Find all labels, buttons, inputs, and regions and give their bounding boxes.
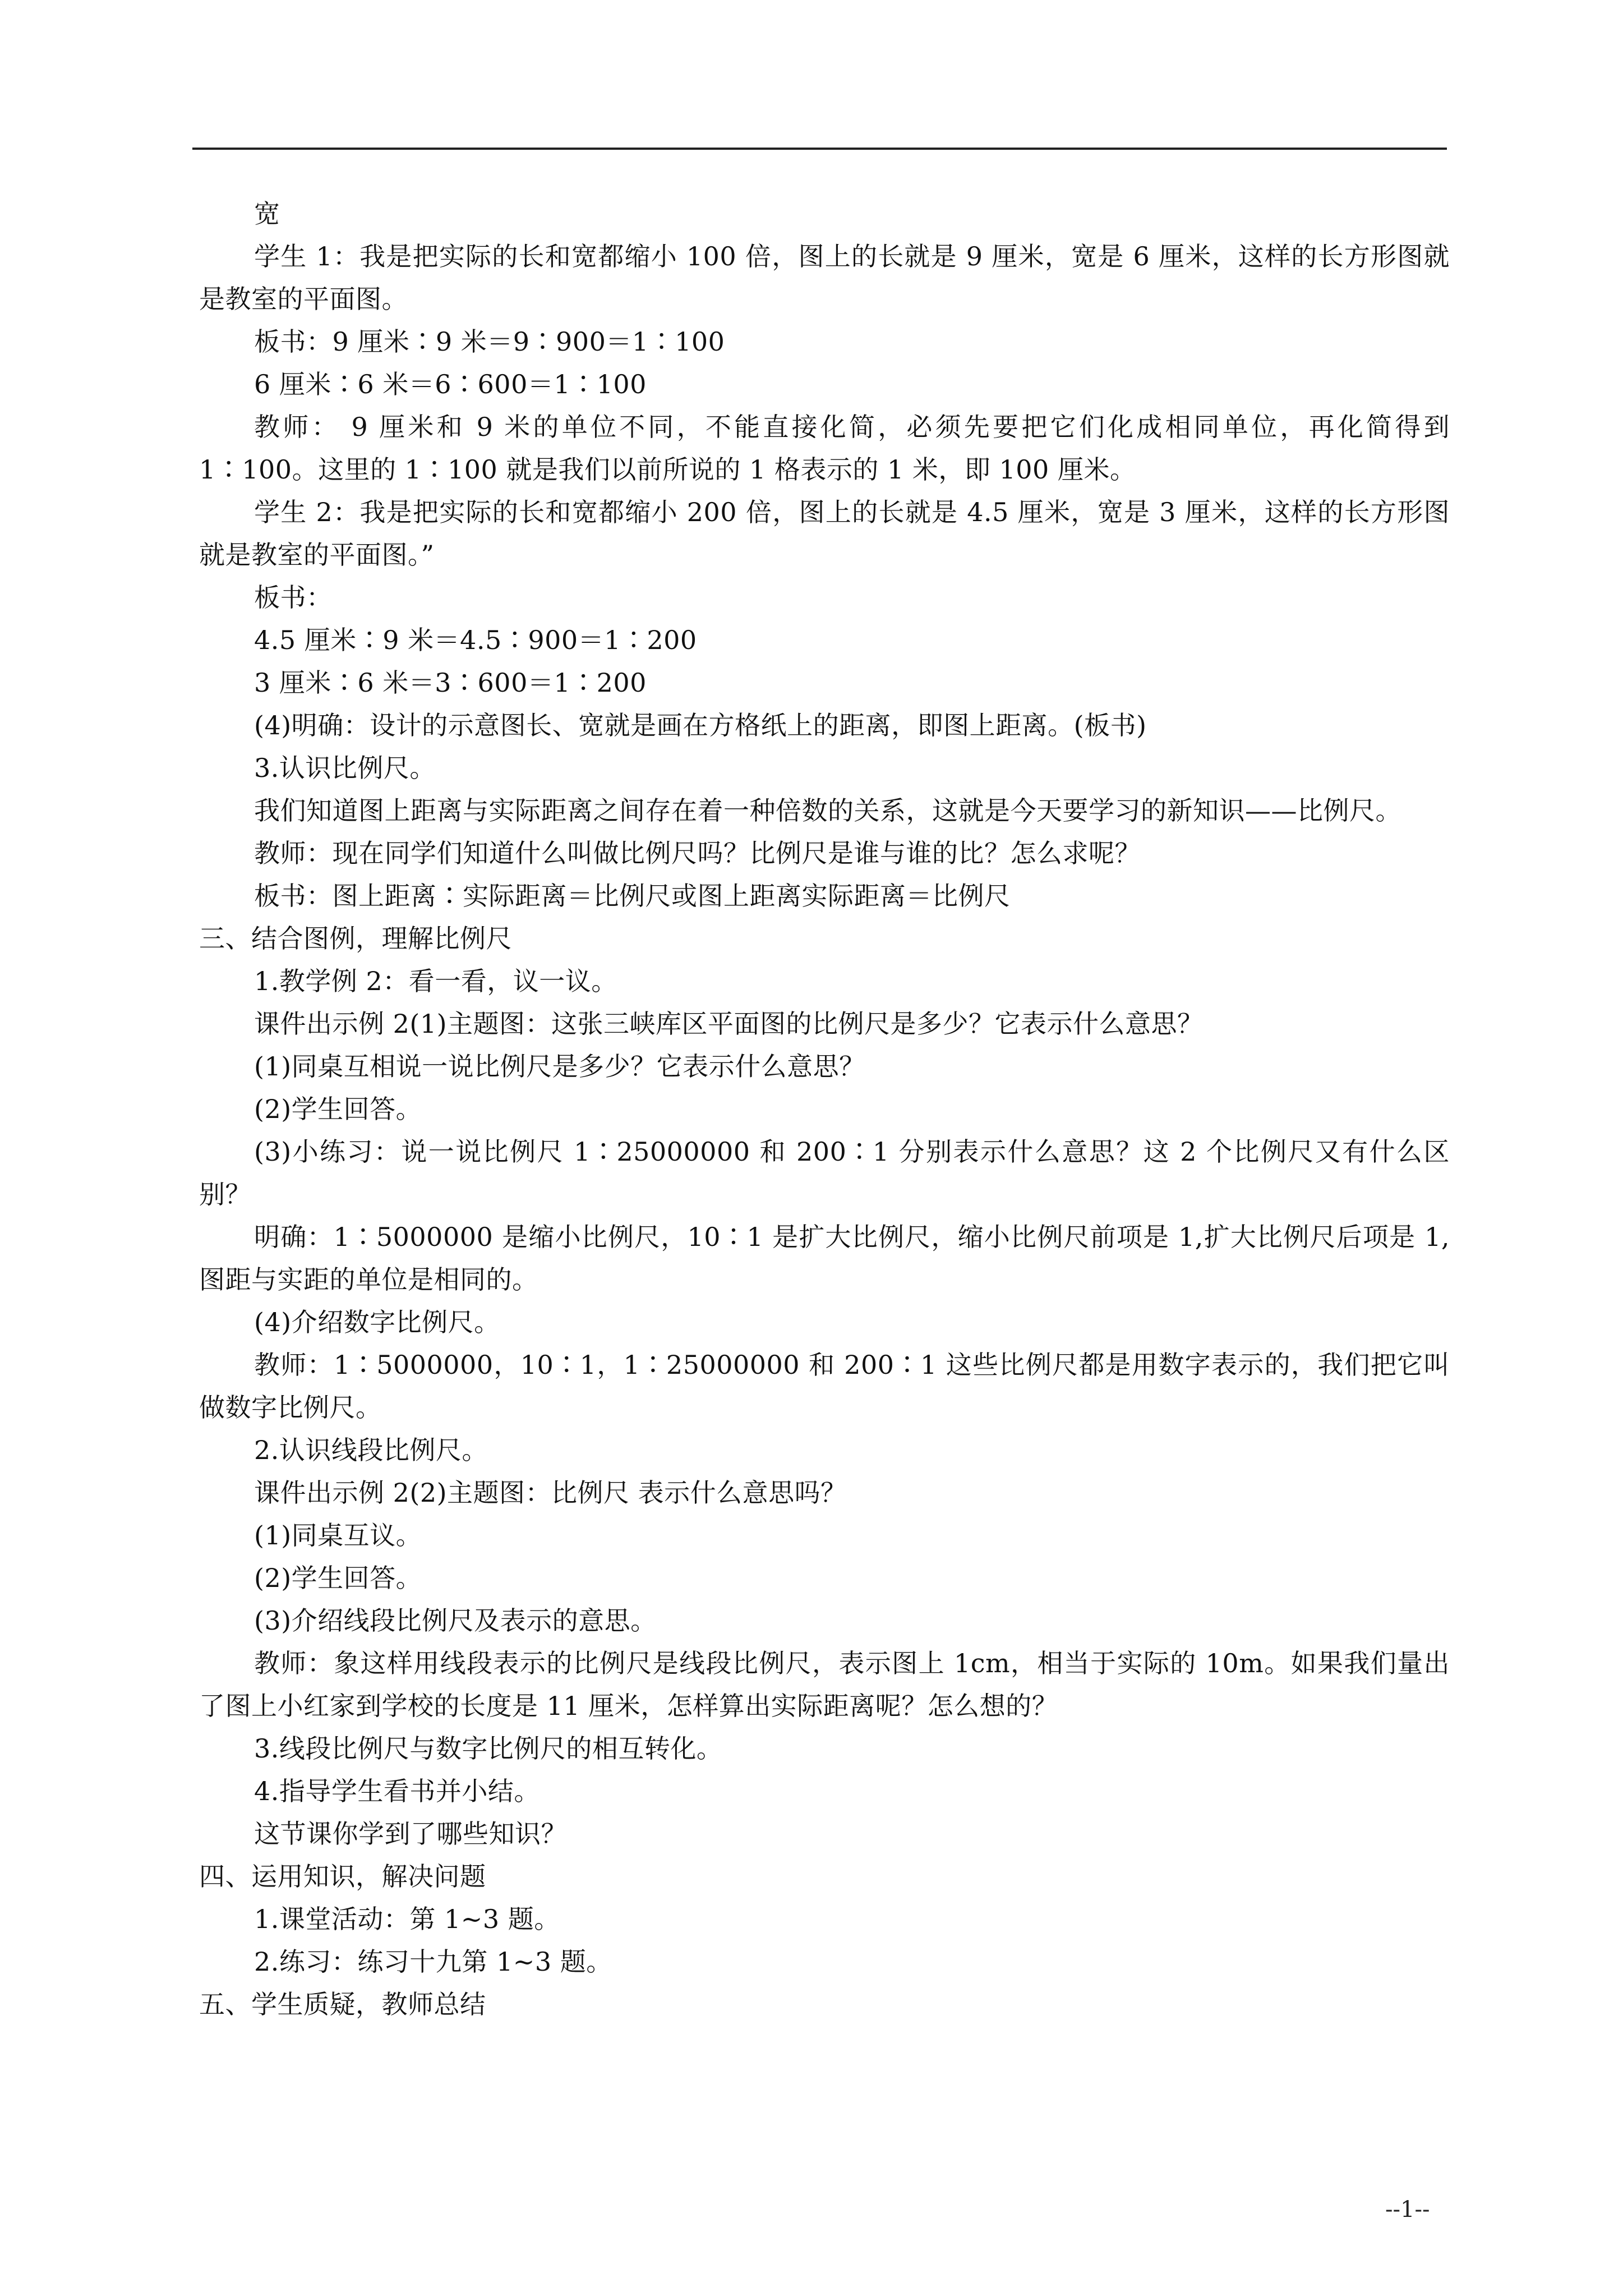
- paragraph-line: 板书：9 厘米∶9 米＝9∶900＝1∶100: [254, 326, 725, 357]
- paragraph-line: 2.认识线段比例尺。: [254, 1435, 488, 1465]
- paragraph-line: 3 厘米∶6 米＝3∶600＝1∶200: [254, 668, 647, 698]
- paragraph: 学生 2：我是把实际的长和宽都缩小 200 倍，图上的长就是 4.5 厘米，宽是 3 厘米，这样的长方形图就是教室的平面图。”: [199, 497, 1450, 570]
- header-rule: [192, 148, 1447, 150]
- paragraph: 学生 1：我是把实际的长和宽都缩小 100 倍，图上的长就是 9 厘米，宽是 6 厘米，这样的长方形图就是教室的平面图。: [199, 241, 1450, 314]
- paragraph-line: 板书：: [254, 582, 333, 613]
- paragraph-line: 课件出示例 2(2)主题图：比例尺 表示什么意思吗？: [254, 1478, 847, 1508]
- paragraph-line: 板书：图上距离∶实际距离＝比例尺或图上距离实际距离＝比例尺: [254, 881, 1011, 911]
- paragraph-line: (3)介绍线段比例尺及表示的意思。: [254, 1605, 657, 1636]
- paragraph-line: 课件出示例 2(1)主题图：这张三峡库区平面图的比例尺是多少？它表示什么意思？: [254, 1009, 1204, 1039]
- paragraph-line: 3.线段比例尺与数字比例尺的相互转化。: [254, 1733, 723, 1764]
- paragraph-line: 宽: [254, 199, 280, 229]
- section-heading: 三、结合图例，理解比例尺: [199, 923, 512, 954]
- paragraph-line: 3.认识比例尺。: [254, 753, 436, 783]
- paragraph-line: 1.课堂活动：第 1~3 题。: [254, 1904, 560, 1934]
- paragraph-line: (4)介绍数字比例尺。: [254, 1307, 500, 1337]
- paragraph-line: 教师：现在同学们知道什么叫做比例尺吗？比例尺是谁与谁的比？怎么求呢？: [254, 838, 1141, 868]
- paragraph: 教师：1∶5000000，10∶1，1∶25000000 和 200∶1 这些比例尺都是用数字表示的，我们把它叫做数字比例尺。: [199, 1350, 1450, 1423]
- paragraph-line: 4.5 厘米∶9 米＝4.5∶900＝1∶200: [254, 625, 697, 655]
- paragraph-line: (1)同桌互相说一说比例尺是多少？它表示什么意思？: [254, 1051, 865, 1082]
- paragraph-line: (2)学生回答。: [254, 1094, 422, 1124]
- paragraph-line: (2)学生回答。: [254, 1563, 422, 1593]
- paragraph-line: (1)同桌互议。: [254, 1520, 422, 1550]
- page-number: --1--: [1385, 2197, 1430, 2223]
- paragraph-line: 6 厘米∶6 米＝6∶600＝1∶100: [254, 369, 647, 399]
- document-body: [199, 192, 1450, 2026]
- paragraph-line: 4.指导学生看书并小结。: [254, 1776, 540, 1806]
- paragraph: 教师： 9 厘米和 9 米的单位不同，不能直接化简，必须先要把它们化成相同单位，再化简得到 1∶100。这里的 1∶100 就是我们以前所说的 1 格表示的 1 米，即 100 厘米。: [199, 412, 1450, 485]
- paragraph-line: 这节课你学到了哪些知识？: [254, 1819, 567, 1849]
- paragraph-line: 1.教学例 2：看一看，议一议。: [254, 966, 617, 996]
- section-heading: 四、运用知识，解决问题: [199, 1861, 486, 1892]
- section-heading: 五、学生质疑，教师总结: [199, 1989, 486, 2019]
- paragraph: (3)小练习：说一说比例尺 1∶25000000 和 200∶1 分别表示什么意思？这 2 个比例尺又有什么区别？: [199, 1137, 1450, 1209]
- paragraph: 明确：1∶5000000 是缩小比例尺，10∶1 是扩大比例尺，缩小比例尺前项是 1,扩大比例尺后项是 1,图距与实距的单位是相同的。: [199, 1222, 1450, 1295]
- paragraph: 我们知道图上距离与实际距离之间存在着一种倍数的关系，这就是今天要学习的新知识——比例尺。: [254, 795, 1401, 826]
- paragraph: 教师：象这样用线段表示的比例尺是线段比例尺，表示图上 1cm，相当于实际的 10m。如果我们量出了图上小红家到学校的长度是 11 厘米，怎样算出实际距离呢？怎么想的？: [199, 1648, 1450, 1721]
- paragraph-line: 2.练习：练习十九第 1~3 题。: [254, 1947, 612, 1977]
- paragraph-line: (4)明确：设计的示意图长、宽就是画在方格纸上的距离，即图上距离。(板书): [254, 710, 1147, 740]
